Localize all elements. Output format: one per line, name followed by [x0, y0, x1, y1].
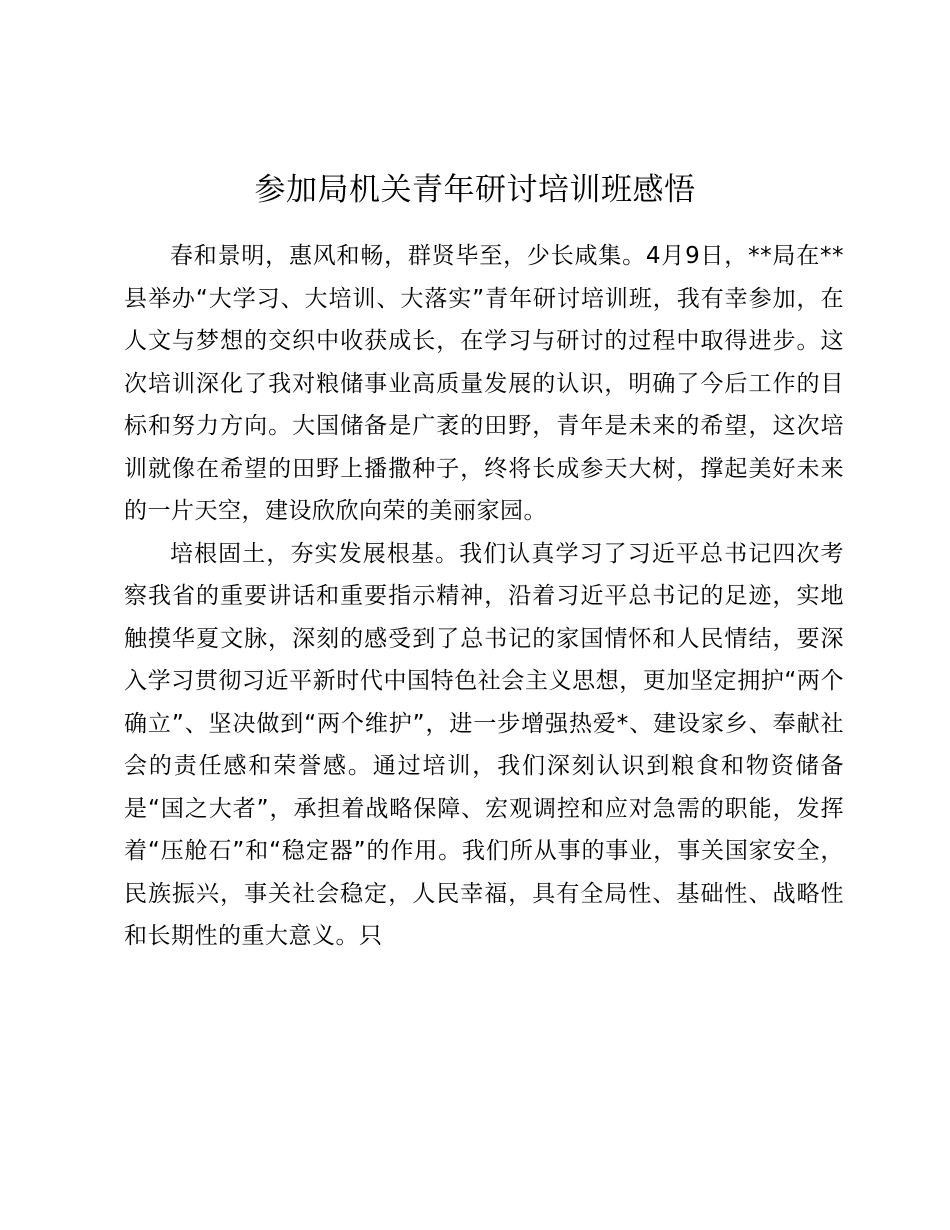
document-title: 参加局机关青年研讨培训班感悟	[254, 172, 696, 208]
document-body	[124, 235, 844, 958]
paragraph-1: 春和景明，惠风和畅，群贤毕至，少长咸集。4月9日，**局在**县举办“大学习、大培训、大落实”青年研讨培训班，我有幸参加，在人文与梦想的交织中收获成长，在学习与研讨的过程中取得进步。这次培训深化了我对粮储事业高质量发展的认识，明确了今后工作的目标和努力方向。大国储备是广袤的田野，青年是未来的希望，这次培训就像在希望的田野上播撒种子，终将长成参天大树，撑起美好未来的一片天空，建设欣欣向荣的美丽家园。	[124, 243, 844, 524]
paragraph-2: 培根固土，夯实发展根基。我们认真学习了习近平总书记四次考察我省的重要讲话和重要指示精神，沿着习近平总书记的足迹，实地触摸华夏文脉，深刻的感受到了总书记的家国情怀和人民情结，要深入学习贯彻习近平新时代中国特色社会主义思想，更加坚定拥护“两个确立”、坚决做到“两个维护”，进一步增强热爱*、建设家乡、奉献社会的责任感和荣誉感。通过培训，我们深刻认识到粮食和物资储备是“国之大者”，承担着战略保障、宏观调控和应对急需的职能，发挥着“压舱石”和“稳定器”的作用。我们所从事的事业，事关国家安全，民族振兴，事关社会稳定，人民幸福，具有全局性、基础性、战略性和长期性的重大意义。只	[124, 540, 844, 949]
